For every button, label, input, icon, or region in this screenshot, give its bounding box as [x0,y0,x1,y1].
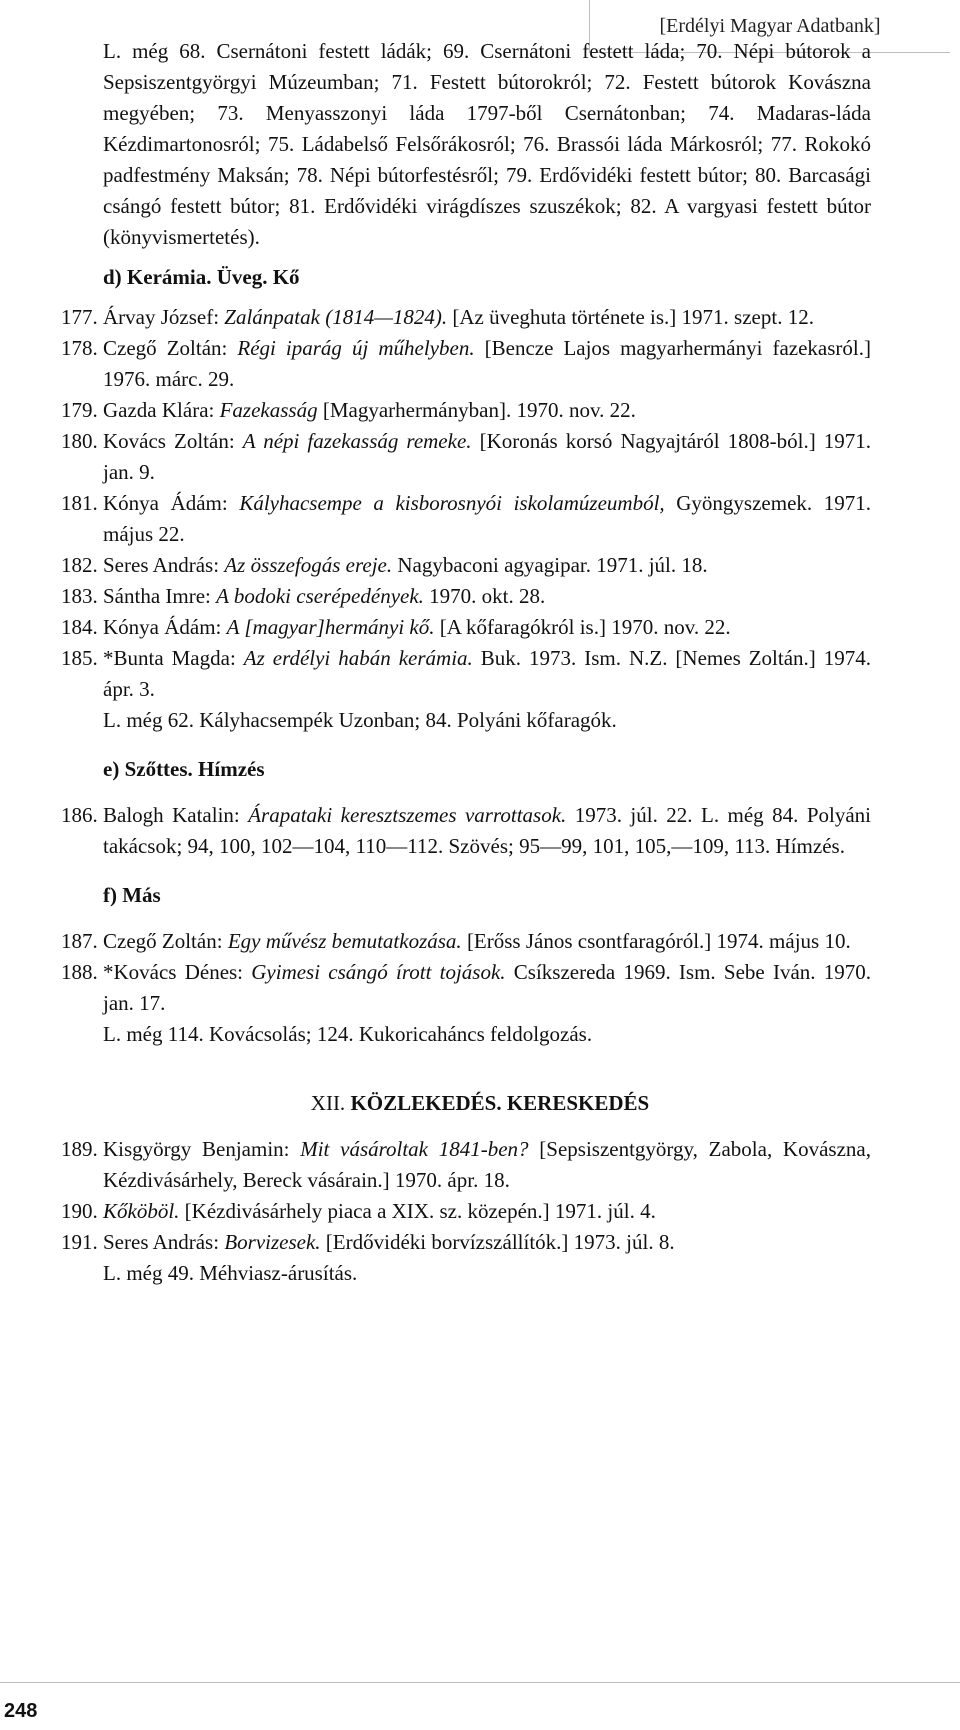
entry-title: Borvizesek. [224,1230,321,1254]
see-also-transport: L. még 49. Méhviasz-árusítás. [103,1261,358,1285]
entry-author: *Kovács Dénes: [103,960,252,984]
entry-number: 179. [61,398,98,422]
entry-text [103,1134,871,1196]
chapter-title [0,1088,960,1119]
entry-details: Gyöngyszemek. 1971. május 22. [103,491,871,546]
see-also-ceramics: L. még 62. Kályhacsempék Uzonban; 84. Polyáni kőfaragók. [103,708,617,732]
entry-text [103,395,871,426]
entry-text [103,426,871,488]
entry-text [103,550,871,581]
entry-title: A bodoki cserépedények. [216,584,424,608]
entry-details: [A kőfaragókról is.] 1970. nov. 22. [434,615,731,639]
source-header: [Erdélyi Magyar Adatbank] [589,0,950,53]
bibliography-entry [61,395,871,426]
section-list-transport [61,1134,871,1258]
entry-author: Sántha Imre: [103,584,217,608]
entry-details: 1970. okt. 28. [423,584,546,608]
entry-text [103,488,871,550]
entry-number: 190. [61,1199,98,1223]
page-number: 248 [4,1700,38,1722]
entry-author: *Bunta Magda: [103,646,244,670]
entry-details: [Erdővidéki borvízszállítók.] 1973. júl. 8. [320,1230,675,1254]
entry-details: [Kézdivásárhely piaca a XIX. sz. közepén.] 1971. júl. 4. [179,1199,656,1223]
entry-details: [Erőss János csontfaragóról.] 1974. május 10. [461,929,851,953]
entry-number: 191. [61,1230,98,1254]
entry-details: Nagybaconi agyagipar. 1971. júl. 18. [392,553,708,577]
bibliography-entry [61,643,872,705]
entry-title: Az összefogás ereje. [224,553,393,577]
entry-text [103,1196,871,1227]
entry-number: 183. [61,584,98,608]
intro-paragraph: L. még 68. Csernátoni festett ládák; 69. Csernátoni festett láda; 70. Népi bútorok a Sepsiszentgyörgyi Múzeumban; 71. Festett bútorokról; 72. Festett bútorok Kovászna megyében; 73. Menyasszonyi láda 1797-ből Csernátonban; 74. Madaras-láda Kézdimartonosról; 75. Ládabelső Felsőrákosról; 76. Brassói láda Márkosról; 77. Rokokó padfestmény Maksán; 78. Népi bútorfestésről; 79. Erdővidéki festett bútor; 80. Barcasági csángó festett bútor; 81. Erdővidéki virágdíszes szuszékok; 82. A vargyasi festett bútor (könyvismertetés). [103,39,871,249]
entry-text [103,302,871,333]
entry-text [103,926,871,957]
entry-author: Seres András: [103,553,225,577]
entry-author: Kónya Ádám: [103,615,227,639]
entry-title: Fazekasság [219,398,318,422]
entry-number: 178. [61,336,98,360]
entry-author: Kisgyörgy Benjamin: [103,1137,301,1161]
entry-title: Régi iparág új műhelyben. [237,336,475,360]
bibliography-entry [61,1134,871,1196]
entry-author: Balogh Katalin: [103,803,249,827]
entry-details: [Sepsiszentgyörgy, Zabola, Kovászna, Kézdivásárhely, Bereck vásárain.] 1970. ápr. 18. [103,1137,871,1192]
entry-details: [Magyarhermányban]. 1970. nov. 22. [317,398,636,422]
bibliography-entry [61,550,871,581]
bibliography-entry [61,333,871,395]
bibliography-entry [61,800,872,862]
section-list-textiles [61,800,872,862]
entry-text [103,800,871,862]
entry-author: Gazda Klára: [103,398,220,422]
entry-number: 186. [61,803,98,827]
section-list-other [61,926,871,1019]
entry-number: 182. [61,553,98,577]
entry-text [103,612,871,643]
entry-text [103,643,871,705]
entry-title: Árapataki keresztszemes varrottasok. [248,803,567,827]
footer-divider [0,1682,960,1683]
bibliography-entry [61,957,871,1019]
entry-title: Zalánpatak (1814—1824). [224,305,448,329]
section-heading-other: f) Más [103,883,161,907]
section-heading-textiles: e) Szőttes. Hímzés [103,757,265,781]
page-content [61,36,872,1289]
entry-title: A [magyar]hermányi kő. [226,615,435,639]
entry-number: 187. [61,929,98,953]
entry-text [103,1227,871,1258]
entry-title: Kályhacsempe a kisborosnyói iskolamúzeumból, [239,491,665,515]
bibliography-entry [61,488,871,550]
entry-details: Csíkszereda 1969. Ism. Sebe Iván. 1970. jan. 17. [103,960,871,1015]
entry-details: [Bencze Lajos magyarhermányi fazekasról.] 1976. márc. 29. [103,336,871,391]
entry-author: Czegő Zoltán: [103,929,228,953]
entry-number: 188. [61,960,98,984]
bibliography-entry [61,1227,871,1258]
bibliography-entry [61,926,871,957]
entry-title: A népi fazekasság remeke. [242,429,472,453]
bibliography-entry [61,612,871,643]
entry-title: Egy művész bemutatkozása. [227,929,462,953]
entry-title: Az erdélyi habán kerámia. [243,646,473,670]
bibliography-entry [61,581,871,612]
section-list-ceramics [61,302,872,705]
chapter-number: XII. [310,1091,351,1115]
entry-author: Kónya Ádám: [103,491,240,515]
entry-title: Kőköböl. [103,1199,180,1223]
entry-author: Czegő Zoltán: [103,336,238,360]
entry-number: 181. [61,491,98,515]
entry-number: 184. [61,615,98,639]
entry-author: Seres András: [103,1230,225,1254]
entry-text [103,333,871,395]
entry-number: 177. [61,305,98,329]
entry-details: [Az üveghuta története is.] 1971. szept. 12. [447,305,814,329]
bibliography-entry [61,1196,871,1227]
entry-details: [Koronás korsó Nagyajtáról 1808-ból.] 1971. jan. 9. [103,429,871,484]
entry-number: 189. [61,1137,98,1161]
entry-details: Buk. 1973. Ism. N.Z. [Nemes Zoltán.] 1974. ápr. 3. [103,646,872,701]
entry-number: 180. [61,429,98,453]
entry-details: 1973. júl. 22. L. még 84. Polyáni takácsok; 94, 100, 102—104, 110—112. Szövés; 95—99, 101, 105,—109, 113. Hímzés. [103,803,872,858]
entry-text [103,581,871,612]
entry-author: Árvay József: [103,305,225,329]
entry-number: 185. [61,646,98,670]
see-also-other: L. még 114. Kovácsolás; 124. Kukoricaháncs feldolgozás. [103,1022,593,1046]
entry-title: Mit vásároltak 1841-ben? [300,1137,529,1161]
entry-text [103,957,871,1019]
chapter-name: KÖZLEKEDÉS. KERESKEDÉS [350,1091,650,1115]
bibliography-entry [61,426,871,488]
entry-title: Gyimesi csángó írott tojások. [251,960,506,984]
bibliography-entry [61,302,871,333]
entry-author: Kovács Zoltán: [103,429,243,453]
section-heading-ceramics: d) Kerámia. Üveg. Kő [103,265,300,289]
